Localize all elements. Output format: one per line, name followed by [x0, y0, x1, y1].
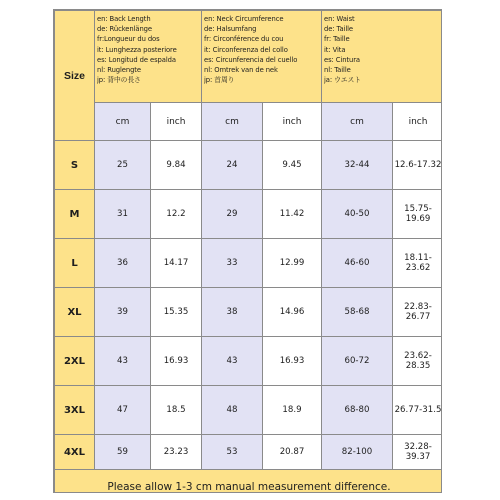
waist-nl: nl: Taille — [324, 66, 351, 75]
waist-cm-cell: 82-100 — [322, 435, 393, 470]
back-length-cm-cell: 31 — [95, 190, 151, 239]
back-length-cm-cell: 59 — [95, 435, 151, 470]
neck-es: es: Circunferencia del cuello — [204, 55, 298, 64]
waist-header — [322, 11, 443, 103]
back-length-cm-cell: 25 — [95, 141, 151, 190]
neck-jp: jp: 首周り — [204, 76, 235, 85]
size-table — [54, 10, 442, 493]
waist-cm-cell: 40-50 — [322, 190, 393, 239]
neck-cm-cell: 29 — [202, 190, 263, 239]
table-row — [55, 239, 443, 288]
table-row — [55, 337, 443, 386]
back-length-inch-cell: 12.2 — [151, 190, 202, 239]
neck-inch-cell: 18.9 — [263, 386, 322, 435]
note-row — [55, 470, 443, 494]
table-row — [55, 288, 443, 337]
waist-inch-cell: 26.77-31.5 — [393, 386, 443, 435]
neck-inch-cell: 9.45 — [263, 141, 322, 190]
back-length-cm-cell: 36 — [95, 239, 151, 288]
size-table-body — [55, 11, 443, 494]
back-length-nl: nl: Ruglengte — [97, 66, 141, 75]
neck-inch-cell: 20.87 — [263, 435, 322, 470]
size-column-header: Size — [55, 11, 95, 141]
waist-it: it: Vita — [324, 45, 346, 54]
waist-cm-cell: 32-44 — [322, 141, 393, 190]
neck-cm-cell: 38 — [202, 288, 263, 337]
neck-nl: nl: Omtrek van de nek — [204, 66, 278, 75]
waist-inch-cell: 18.11-23.62 — [393, 239, 443, 288]
back-length-fr: fr:Longueur du dos — [97, 35, 160, 44]
measurement-note: Please allow 1-3 cm manual measurement difference. — [55, 470, 443, 494]
header-row — [55, 11, 443, 103]
size-chart — [53, 9, 442, 493]
waist-inch-cell: 32.28-39.37 — [393, 435, 443, 470]
neck-cm-cell: 48 — [202, 386, 263, 435]
neck-inch-cell: 11.42 — [263, 190, 322, 239]
table-row — [55, 435, 443, 470]
waist-de: de: Taille — [324, 25, 353, 34]
neck-inch-cell: 14.96 — [263, 288, 322, 337]
unit-neck-cm: cm — [202, 103, 263, 141]
neck-fr: fr: Circonférence du cou — [204, 35, 284, 44]
size-label: L — [55, 239, 95, 288]
waist-cm-cell: 60-72 — [322, 337, 393, 386]
back-length-header — [95, 11, 202, 103]
unit-back-inch: inch — [151, 103, 202, 141]
back-length-inch-cell: 18.5 — [151, 386, 202, 435]
neck-cm-cell: 43 — [202, 337, 263, 386]
unit-waist-inch: inch — [393, 103, 443, 141]
back-length-de: de: Rückenlänge — [97, 25, 152, 34]
unit-back-cm: cm — [95, 103, 151, 141]
waist-inch-cell: 23.62-28.35 — [393, 337, 443, 386]
unit-waist-cm: cm — [322, 103, 393, 141]
neck-cm-cell: 33 — [202, 239, 263, 288]
size-label: S — [55, 141, 95, 190]
waist-cm-cell: 58-68 — [322, 288, 393, 337]
back-length-jp: jp: 背中の長さ — [97, 76, 141, 85]
back-length-cm-cell: 47 — [95, 386, 151, 435]
neck-it: it: Circonferenza del collo — [204, 45, 288, 54]
waist-cm-cell: 68-80 — [322, 386, 393, 435]
size-label: 4XL — [55, 435, 95, 470]
unit-row — [55, 103, 443, 141]
size-label: 2XL — [55, 337, 95, 386]
back-length-en: en: Back Length — [97, 15, 151, 23]
waist-es: es: Cintura — [324, 55, 360, 64]
unit-neck-inch: inch — [263, 103, 322, 141]
back-length-cm-cell: 39 — [95, 288, 151, 337]
size-label: M — [55, 190, 95, 239]
table-row — [55, 386, 443, 435]
neck-cm-cell: 53 — [202, 435, 263, 470]
back-length-inch-cell: 9.84 — [151, 141, 202, 190]
waist-inch-cell: 15.75-19.69 — [393, 190, 443, 239]
neck-inch-cell: 16.93 — [263, 337, 322, 386]
back-length-es: es: Longitud de espalda — [97, 55, 176, 64]
neck-cm-cell: 24 — [202, 141, 263, 190]
neck-inch-cell: 12.99 — [263, 239, 322, 288]
neck-circumference-header — [202, 11, 322, 103]
waist-inch-cell: 22.83-26.77 — [393, 288, 443, 337]
back-length-inch-cell: 14.17 — [151, 239, 202, 288]
size-label: XL — [55, 288, 95, 337]
neck-en: en: Neck Circumference — [204, 15, 284, 23]
waist-cm-cell: 46-60 — [322, 239, 393, 288]
back-length-cm-cell: 43 — [95, 337, 151, 386]
waist-fr: fr: Taille — [324, 35, 350, 44]
back-length-inch-cell: 23.23 — [151, 435, 202, 470]
waist-ja: ja: ウエスト — [324, 76, 361, 85]
back-length-inch-cell: 16.93 — [151, 337, 202, 386]
neck-de: de: Halsumfang — [204, 25, 257, 34]
table-row — [55, 190, 443, 239]
waist-en: en: Waist — [324, 15, 355, 23]
table-row — [55, 141, 443, 190]
size-label: 3XL — [55, 386, 95, 435]
waist-inch-cell: 12.6-17.32 — [393, 141, 443, 190]
back-length-inch-cell: 15.35 — [151, 288, 202, 337]
back-length-it: it: Lunghezza posteriore — [97, 45, 177, 54]
